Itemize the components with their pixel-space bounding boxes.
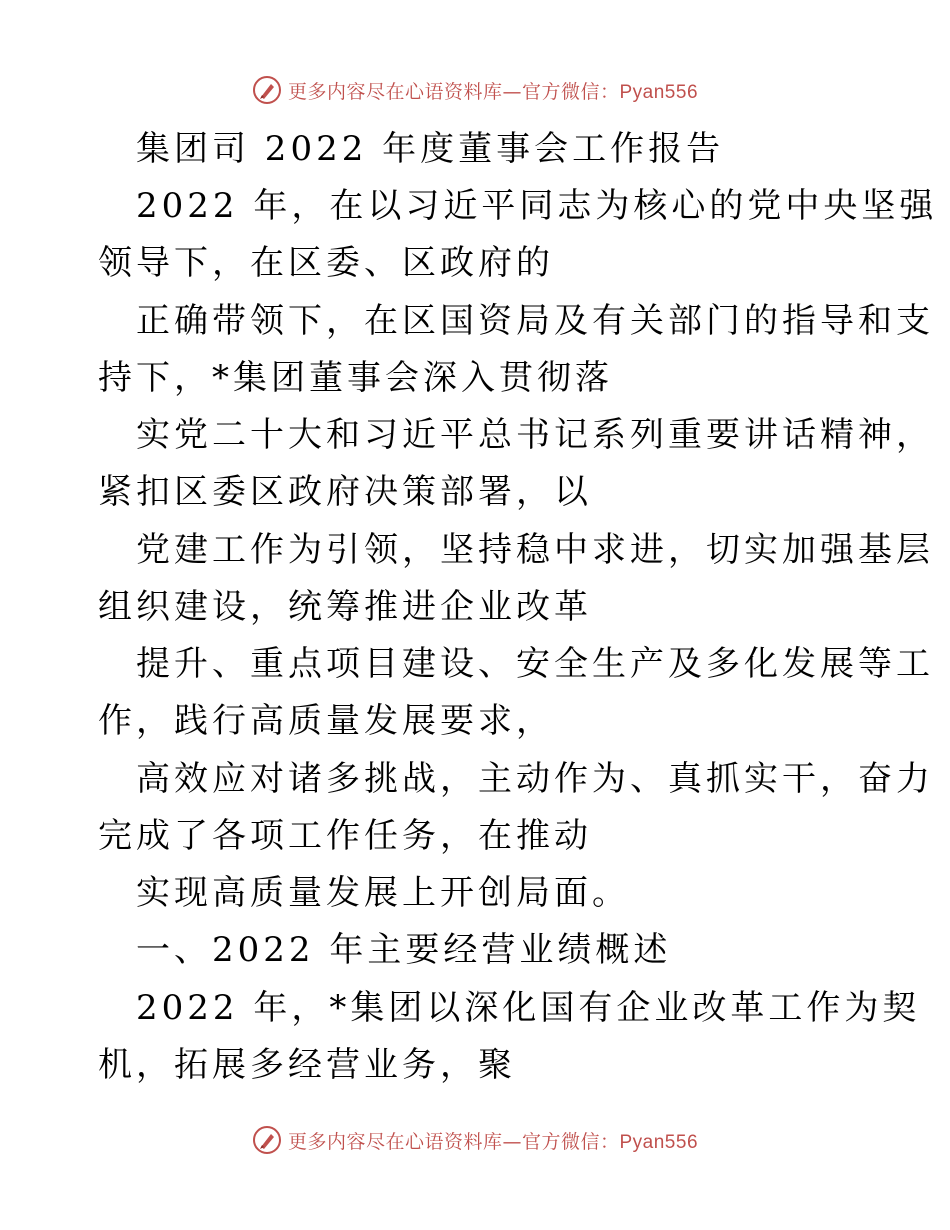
paragraph-line: 完成了各项工作任务，在推动 [98, 816, 592, 856]
paragraph-line: 2022 年，*集团以深化国有企业改革工作为契 [136, 988, 921, 1028]
paragraph-line: 紧扣区委区政府决策部署，以 [98, 472, 592, 512]
paragraph-line: 党建工作为引领，坚持稳中求进，切实加强基层 [136, 530, 934, 570]
section-heading: 一、2022 年主要经营业绩概述 [136, 930, 672, 970]
footer-watermark [0, 1120, 950, 1160]
paragraph-line: 组织建设，统筹推进企业改革 [98, 587, 592, 627]
paragraph-line: 持下，*集团董事会深入贯彻落 [98, 358, 613, 398]
paragraph-line: 作，践行高质量发展要求， [98, 701, 554, 741]
paragraph-line: 实党二十大和习近平总书记系列重要讲话精神， [136, 415, 934, 455]
paragraph-line: 实现高质量发展上开创局面。 [136, 873, 630, 913]
paragraph-line: 2022 年，在以习近平同志为核心的党中央坚强 [136, 186, 938, 226]
header-watermark [0, 70, 950, 110]
pen-logo-icon [252, 75, 282, 105]
watermark-text: 更多内容尽在心语资料库—官方微信：Pyan556 [287, 1130, 699, 1153]
paragraph-line: 领导下，在区委、区政府的 [98, 243, 554, 283]
watermark-handle: Pyan556 [619, 81, 699, 103]
paragraph-line: 正确带领下，在区国资局及有关部门的指导和支 [136, 301, 934, 341]
paragraph-line: 提升、重点项目建设、安全生产及多化发展等工 [136, 644, 934, 684]
watermark-handle: Pyan556 [619, 1131, 699, 1153]
paragraph-line: 机，拓展多经营业务，聚 [98, 1045, 516, 1085]
document-title: 集团司 2022 年度董事会工作报告 [136, 129, 725, 169]
pen-logo-icon [252, 1125, 282, 1155]
watermark-text: 更多内容尽在心语资料库—官方微信：Pyan556 [287, 80, 699, 103]
paragraph-line: 高效应对诸多挑战，主动作为、真抓实干，奋力 [136, 759, 934, 799]
